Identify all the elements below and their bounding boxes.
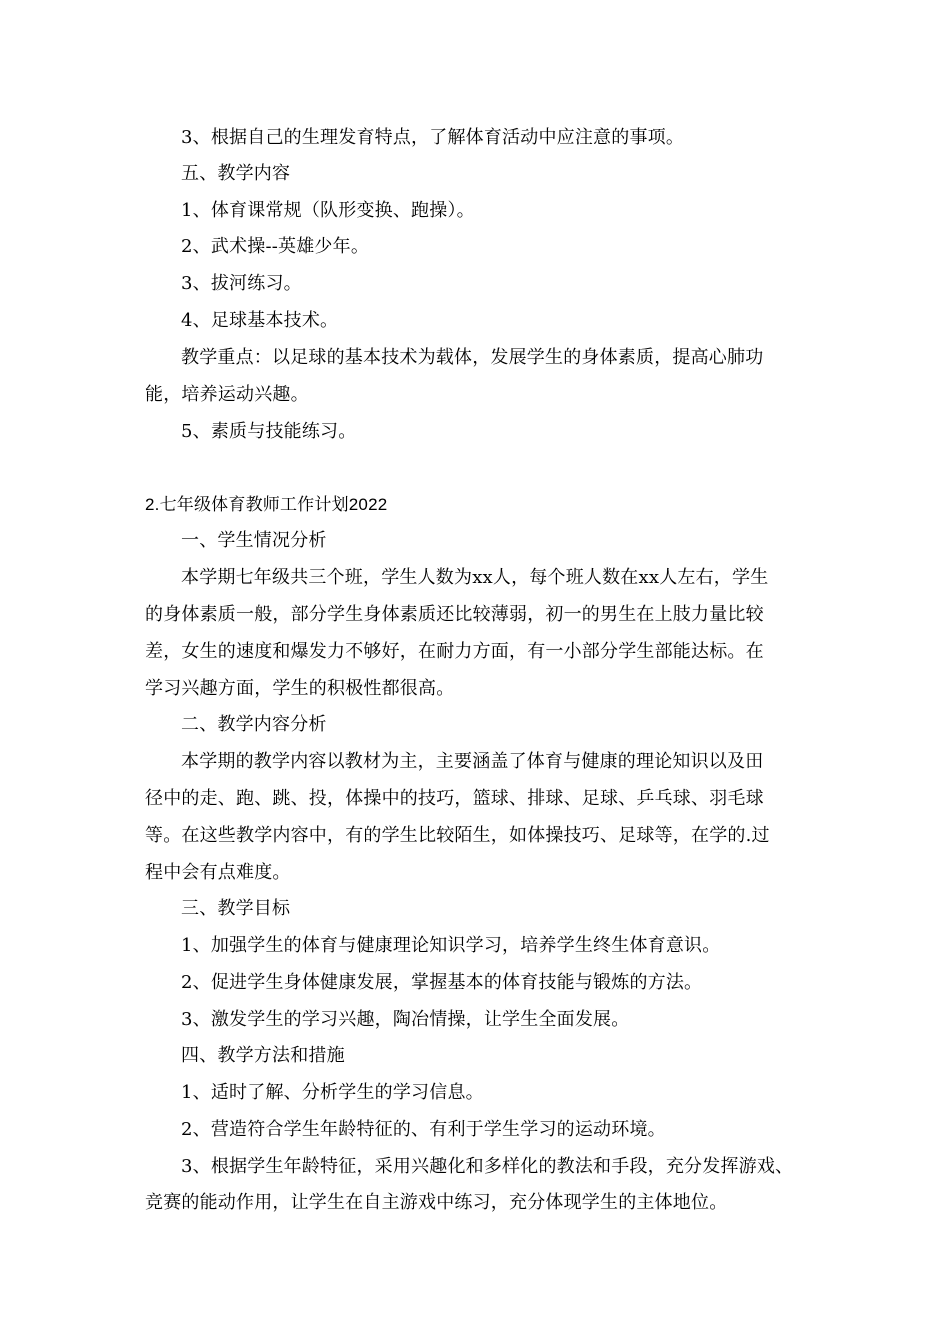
text-line: 1、加强学生的体育与健康理论知识学习，培养学生终生体育意识。 — [181, 935, 721, 956]
text-line: 3、激发学生的学习兴趣，陶冶情操，让学生全面发展。 — [181, 1009, 630, 1030]
text-line: 能，培养运动兴趣。 — [145, 384, 309, 405]
text-line: 的身体素质一般，部分学生身体素质还比较薄弱，初一的男生在上肢力量比较 — [145, 604, 764, 625]
text-line: 本学期七年级共三个班，学生人数为xx人，每个班人数在xx人左右，学生 — [181, 567, 769, 588]
text-line: 2、营造符合学生年龄特征的、有利于学生学习的运动环境。 — [181, 1119, 666, 1140]
section-heading: 二、教学内容分析 — [181, 714, 327, 735]
text-line: 本学期的教学内容以教材为主，主要涵盖了体育与健康的理论知识以及田 — [181, 751, 764, 772]
text-line: 程中会有点难度。 — [145, 862, 291, 883]
text-line: 差，女生的速度和爆发力不够好，在耐力方面，有一小部分学生部能达标。在 — [145, 641, 764, 662]
text-line: 2、武术操--英雄少年。 — [181, 236, 370, 257]
section-heading: 一、学生情况分析 — [181, 530, 327, 551]
text-line: 等。在这些教学内容中，有的学生比较陌生，如体操技巧、足球等，在学的.过 — [145, 825, 770, 846]
text-line: 4、足球基本技术。 — [181, 310, 339, 331]
text-line: 1、适时了解、分析学生的学习信息。 — [181, 1082, 484, 1103]
text-line: 径中的走、跑、跳、投，体操中的技巧，篮球、排球、足球、乒乓球、羽毛球 — [145, 788, 764, 809]
text-line: 2、促进学生身体健康发展，掌握基本的体育技能与锻炼的方法。 — [181, 972, 703, 993]
text-line: 3、根据自己的生理发育特点，了解体育活动中应注意的事项。 — [181, 127, 685, 148]
text-line: 学习兴趣方面，学生的积极性都很高。 — [145, 678, 455, 699]
text-line: 3、拔河练习。 — [181, 273, 302, 294]
text-line: 3、根据学生年龄特征，采用兴趣化和多样化的教法和手段，充分发挥游戏、 — [181, 1156, 794, 1177]
text-line: 教学重点：以足球的基本技术为载体，发展学生的身体素质，提高心肺功 — [181, 347, 764, 368]
text-line: 5、素质与技能练习。 — [181, 421, 357, 442]
text-line: 竞赛的能动作用，让学生在自主游戏中练习，充分体现学生的主体地位。 — [145, 1192, 728, 1213]
section-heading: 三、教学目标 — [181, 898, 291, 919]
section-heading: 四、教学方法和措施 — [181, 1045, 345, 1066]
section-heading: 五、教学内容 — [181, 163, 291, 184]
text-line: 1、体育课常规（队形变换、跑操）。 — [181, 200, 475, 221]
document-title: 2.七年级体育教师工作计划2022 — [145, 495, 388, 514]
